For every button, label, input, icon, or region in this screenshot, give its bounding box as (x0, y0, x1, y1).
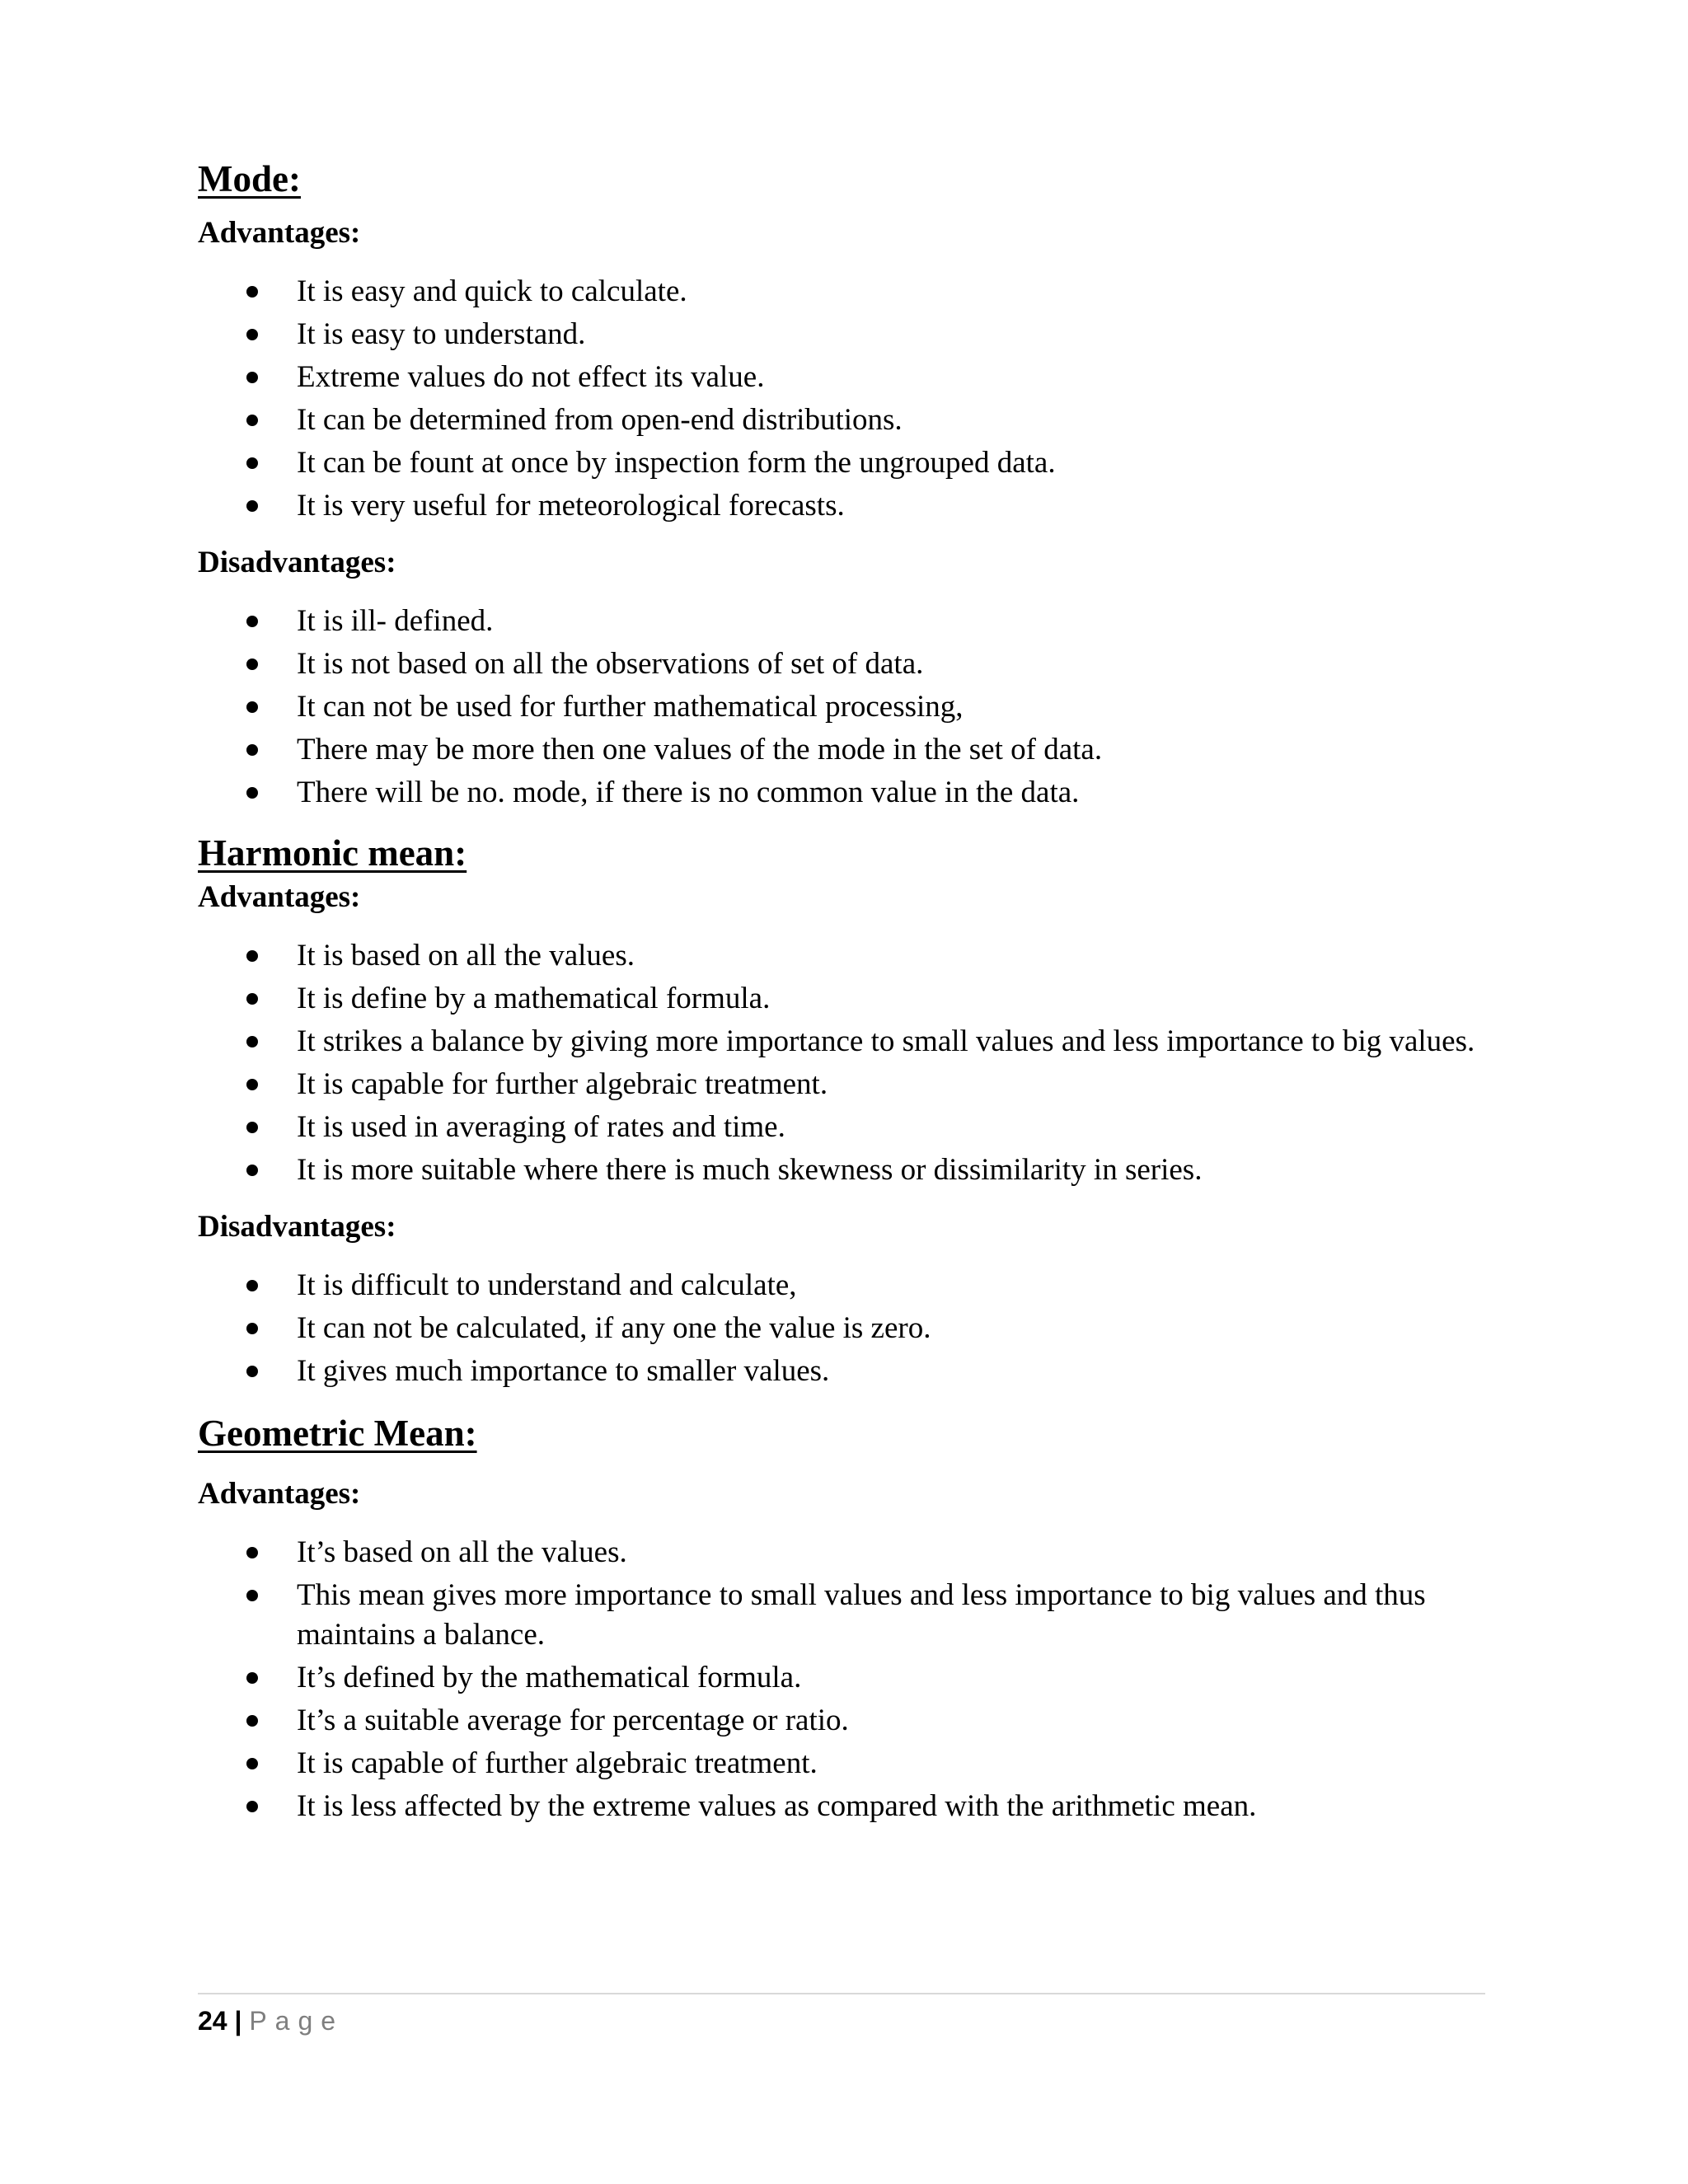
list-item-text: It can be determined from open-end distributions. (297, 403, 903, 437)
list-item-text: It can be fount at once by inspection form the ungrouped data. (297, 446, 1056, 480)
bullet-icon (246, 1801, 258, 1812)
list-item-text: It is more suitable where there is much skewness or dissimilarity in series. (297, 1153, 1203, 1187)
bullet-icon (246, 1366, 258, 1377)
bullet-icon (246, 1715, 258, 1727)
mode-advantages-heading: Advantages: (198, 216, 361, 250)
page-content (198, 148, 1475, 1830)
list-item-text: It is capable for further algebraic treatment. (297, 1067, 828, 1101)
list-item (198, 1533, 1475, 1572)
bullet-icon (246, 1323, 258, 1334)
list-item (198, 1309, 1475, 1348)
list-item-text: It’s a suitable average for percentage or ratio. (297, 1704, 849, 1737)
bullet-icon (246, 1590, 258, 1601)
list-item (198, 443, 1475, 483)
footer-page-label (198, 2004, 1485, 2037)
list-item-text: It’s defined by the mathematical formula. (297, 1661, 802, 1694)
list-item-text: It’s based on all the values. (297, 1535, 627, 1569)
list-item-text: It can not be calculated, if any one the value is zero. (297, 1311, 931, 1345)
bullet-icon (246, 415, 258, 426)
harmonic-advantages-heading: Advantages: (198, 880, 361, 914)
list-item (198, 486, 1475, 526)
list-item (198, 1576, 1475, 1655)
footer-divider (198, 1993, 1485, 1994)
list-item (198, 401, 1475, 440)
bullet-icon (246, 1547, 258, 1558)
list-item (198, 1701, 1475, 1741)
list-item (198, 272, 1475, 312)
geometric-advantages-list (198, 1533, 1475, 1826)
list-item-text: It strikes a balance by giving more importance to small values and less importance to big values. (297, 1024, 1475, 1058)
list-item-text: It is not based on all the observations of set of data. (297, 647, 924, 681)
list-item-text: It is difficult to understand and calculate, (297, 1268, 797, 1302)
geometric-advantages-heading: Advantages: (198, 1477, 361, 1511)
list-item-text: It gives much importance to smaller values. (297, 1354, 830, 1388)
bullet-icon (246, 1672, 258, 1684)
list-item-text: It is less affected by the extreme values as compared with the arithmetic mean. (297, 1789, 1257, 1823)
list-item (198, 730, 1475, 770)
list-item-text: It is based on all the values. (297, 939, 635, 972)
bullet-icon (246, 1079, 258, 1090)
list-item (198, 1658, 1475, 1698)
bullet-icon (246, 787, 258, 799)
list-item (198, 1744, 1475, 1783)
bullet-icon (246, 372, 258, 383)
bullet-icon (246, 1280, 258, 1291)
list-item (198, 358, 1475, 397)
mode-disadvantages-heading: Disadvantages: (198, 546, 396, 579)
bullet-icon (246, 329, 258, 340)
list-item-text: It is easy and quick to calculate. (297, 274, 687, 308)
bullet-icon (246, 1758, 258, 1769)
list-item (198, 1065, 1475, 1104)
list-item-text: It is very useful for meteorological forecasts. (297, 489, 845, 523)
list-item-text: There may be more then one values of the mode in the set of data. (297, 733, 1103, 766)
bullet-icon (246, 993, 258, 1005)
bullet-icon (246, 658, 258, 670)
bullet-icon (246, 616, 258, 627)
page-number: 24 (198, 2006, 227, 2036)
section-title-geometric-mean: Geometric Mean: (198, 1413, 477, 1454)
list-item (198, 602, 1475, 641)
bullet-icon (246, 457, 258, 469)
harmonic-advantages-list (198, 936, 1475, 1190)
list-item (198, 315, 1475, 354)
page-footer (198, 1993, 1485, 2037)
list-item (198, 1787, 1475, 1826)
list-item-text: It is ill- defined. (297, 604, 494, 638)
list-item-text: It is capable of further algebraic treatment. (297, 1746, 818, 1780)
mode-disadvantages-list (198, 602, 1475, 813)
section-title-harmonic-mean: Harmonic mean: (198, 832, 467, 874)
list-item (198, 644, 1475, 684)
footer-separator: | (234, 2006, 242, 2036)
list-item-text: It is define by a mathematical formula. (297, 982, 771, 1015)
list-item (198, 936, 1475, 976)
list-item (198, 979, 1475, 1019)
mode-advantages-list (198, 272, 1475, 526)
bullet-icon (246, 701, 258, 713)
bullet-icon (246, 950, 258, 962)
list-item (198, 1352, 1475, 1391)
list-item-text: Extreme values do not effect its value. (297, 360, 765, 394)
list-item (198, 773, 1475, 813)
list-item (198, 1266, 1475, 1305)
bullet-icon (246, 500, 258, 512)
list-item (198, 1022, 1475, 1062)
footer-page-word: Page (249, 2006, 345, 2036)
bullet-icon (246, 1036, 258, 1047)
bullet-icon (246, 1122, 258, 1133)
list-item-text: There will be no. mode, if there is no common value in the data. (297, 776, 1080, 809)
harmonic-disadvantages-list (198, 1266, 1475, 1391)
harmonic-disadvantages-heading: Disadvantages: (198, 1210, 396, 1244)
list-item-text: It is easy to understand. (297, 317, 586, 351)
bullet-icon (246, 1165, 258, 1176)
bullet-icon (246, 744, 258, 756)
list-item-text: This mean gives more importance to small values and less importance to big values and thus maintains a balance. (297, 1578, 1426, 1652)
list-item-text: It is used in averaging of rates and time. (297, 1110, 785, 1144)
bullet-icon (246, 286, 258, 298)
list-item (198, 1151, 1475, 1190)
list-item (198, 1108, 1475, 1147)
list-item (198, 687, 1475, 727)
list-item-text: It can not be used for further mathematical processing, (297, 690, 964, 724)
section-title-mode: Mode: (198, 158, 301, 199)
